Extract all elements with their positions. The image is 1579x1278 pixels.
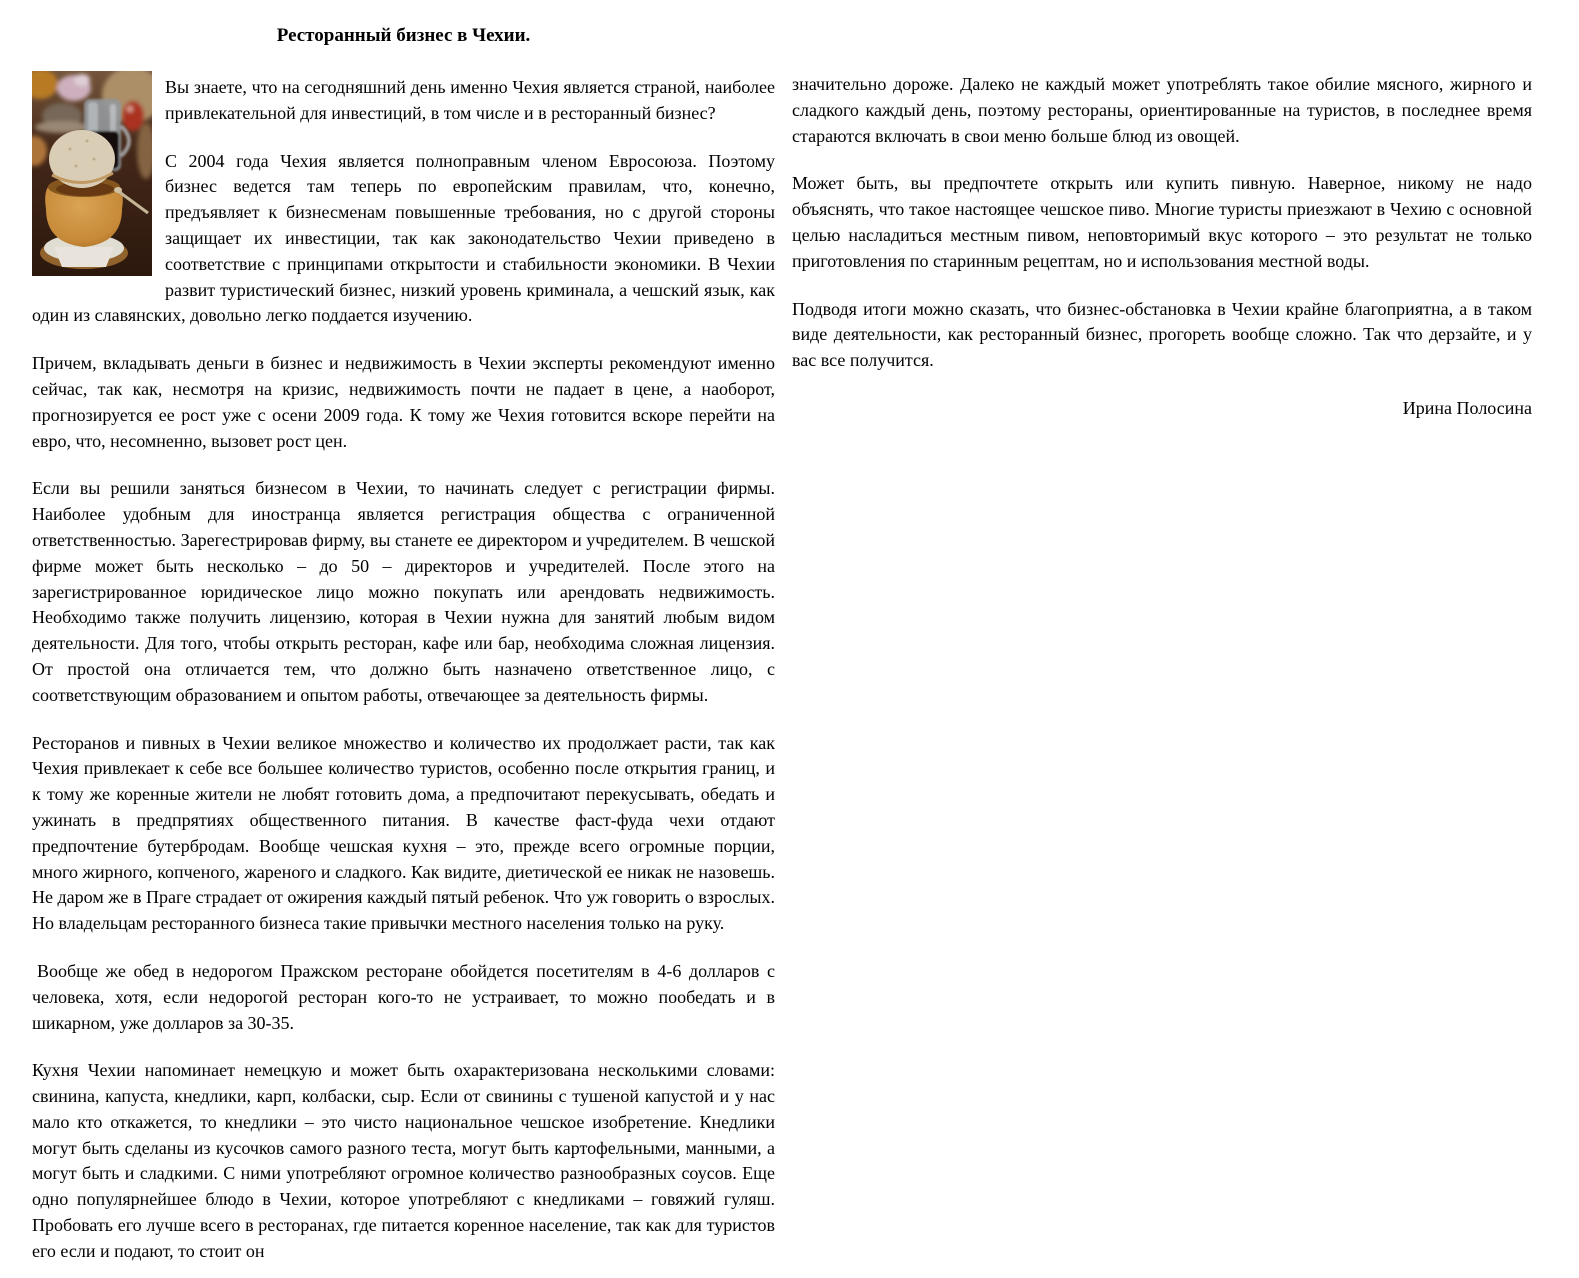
paragraph: Подводя итоги можно сказать, что бизнес-обстановка в Чехии крайне благоприятна, а в таком виде деятельности, как ресторанный бизнес, прогореть вообще сложно. Так что дерзайте, и у вас все получится.: [792, 298, 1532, 371]
paragraph: Вы знаете, что на сегодняшний день именно Чехия является страной, наиболее привлекательной для инвестиций, в том числе и в ресторанный бизнес?: [165, 77, 775, 123]
paragraph: значительно дороже. Далеко не каждый может употреблять такое обилие мясного, жирного и сладкого каждый день, поэтому рестораны, ориентированные на туристов, в последнее время стараются включать в свои меню больше блюд из овощей.: [792, 74, 1532, 146]
author-signature: Ирина Полосина: [1402, 397, 1532, 418]
paragraph: Кухня Чехии напоминает немецкую и может быть охарактеризована несколькими словами: свинина, капуста, кнедлики, карп, колбаски, сыр. Если от свинины с тушеной капустой и у нас мало кто откажется, то кнедлики – это чисто национальное чешское изобретение. Кнедлики могут быть сделаны из кусочков самого разного теста, могут быть картофельными, манными, а могут быть и сладкими. С ними употребляют огромное количество разнообразных соусов. Еще одно популярнейшее блюдо в Чехии, которое употребляют с кнедликами – говяжий гуляш. Пробовать его лучше всего в ресторанах, где питается коренное население, так как для туристов его если и подают, то стоит он: [32, 1060, 775, 1261]
paragraph: Вообще же обед в недорогом Пражском ресторане обойдется посетителям в 4-6 долларов с человека, хотя, если недорогой ресторан кого-то не устраивает, то можно пообедать и в шикарном, уже долларов за 30-35.: [32, 960, 775, 1033]
paragraph: С 2004 года Чехия является полноправным членом Евросоюза. Поэтому бизнес ведется там теперь по европейским правилам, что, конечно, предъявляет к бизнесменам повышенные требования, но с другой стороны защищает их инвестиции, так как законодательство Чехии приведено в соответствие с принципами открытости и стабильности экономики. В Чехии развит туристический бизнес, низкий уровень криминала, а чешский язык, как один из славянских, довольно легко поддается изучению.: [32, 150, 775, 326]
left-column: [32, 25, 775, 1268]
paragraph: Если вы решили заняться бизнесом в Чехии, то начинать следует с регистрации фирмы. Наиболее удобным для иностранца является регистрация общества с ограниченной ответственностью. Зарегестрировав фирму, вы станете ее директором и учредителем. В чешской фирме может быть несколько – до 50 – директоров и учредителей. После этого на зарегистрированное юридическое лицо можно покупать или арендовать недвижимость. Необходимо также получить лицензию, которая в Чехии нужна для занятий любым видом деятельности. Для того, чтобы открыть ресторан, кафе или бар, необходима сложная лицензия. От простой она отличается тем, что должно быть назначено ответственное лицо, с соответствующим образованием и опытом работы, отвечающее за деятельность фирмы.: [32, 478, 775, 705]
paragraph: Ресторанов и пивных в Чехии великое множество и количество их продолжает расти, так как Чехия привлекает к себе все большее количество туристов, особенно после открытия границ, и к тому же коренные жители не любят готовить дома, а предпочитают перекусывать, обедать и ужинать в предпрятиях общественного питания. В качестве фаст-фуда чехи отдают предпочтение бутербродам. Вообще чешская кухня – это, прежде всего огромные порции, много жирного, копченого, жареного и сладкого. Как видите, диетической ее никак не назовешь. Не даром же в Праге страдает от ожирения каждый пятый ребенок. Что уж говорить о взрослых. Но владельцам ресторанного бизнеса такие привычки местного населения только на руку.: [32, 732, 775, 934]
paragraph: Может быть, вы предпочтете открыть или купить пивную. Наверное, никому не надо объяснять, что такое настоящее чешское пиво. Многие туристы приезжают в Чехию с основной целью насладиться местным пивом, неповторимый вкус которого – это результат не только приготовления по старинным рецептам, но и использования местной воды.: [792, 173, 1532, 271]
document-title: Ресторанный бизнес в Чехии.: [276, 25, 531, 46]
bread-bowl-soup-photo: [32, 71, 152, 276]
right-column: [792, 25, 1532, 1268]
paragraph: Причем, вкладывать деньги в бизнес и недвижимость в Чехии эксперты рекомендуют именно сейчас, так как, несмотря на кризис, недвижимость почти не падает в цене, а наоборот, прогнозируется ее рост уже с осени 2009 года. К тому же Чехия готовится вскоре перейти на евро, что, несомненно, вызовет рост цен.: [32, 353, 775, 451]
